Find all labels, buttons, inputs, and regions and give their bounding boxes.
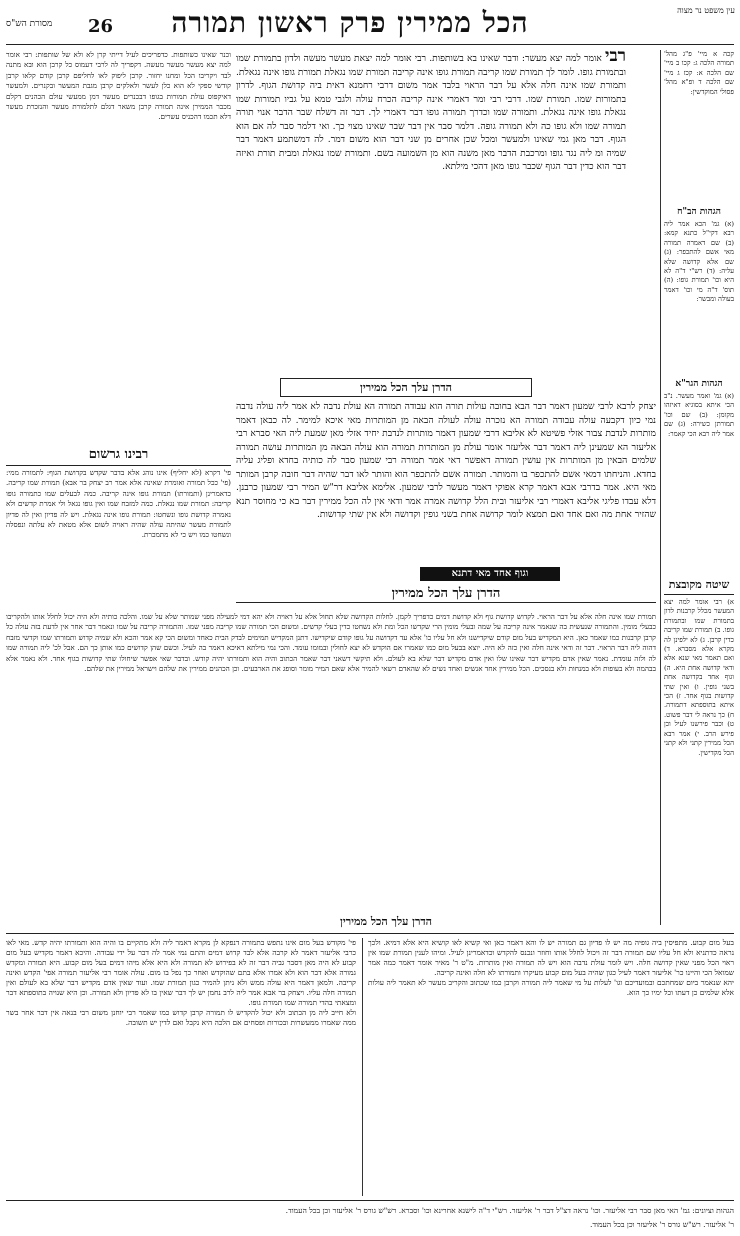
lower-commentary-block [6, 612, 656, 910]
rabbenu-gershom-heading: רבינו גרשום [88, 447, 149, 462]
footer-line-1 [6, 1204, 734, 1218]
footer-divider [6, 1200, 734, 1201]
ein-mishpat-text: קכה א מיי' פ"ג מהל' תמורה הלכה ג: קכו ב מיי' שם הלכה א: קכז ג מיי' שם הלכה ד ופ"א מהל' פסולי המוקדשין: [664, 50, 734, 96]
gemara-middle-block [236, 400, 656, 565]
right-margin-separator [660, 50, 661, 925]
shita-divider [664, 594, 734, 595]
bottom-section-divider [6, 933, 734, 934]
tosafot-column [6, 50, 231, 440]
hagahot-bach-text: (א) גמ' הכא אמר ליה רבא דקי"ל כתנא קמא: (ב) שם דאמרה תמורה מאי אשם להתכפר: (ג) שם אלא קדושה שלא עליה: (ד) רש"י ד"ה לא היא וכו' תמורת גופו: (ה) תוס' ד"ה מי וכו' דאמר בעולה ומבשר: [664, 220, 734, 304]
hadran-box-1: הדרן עלך הכל ממירין [280, 378, 532, 397]
header-divider [6, 44, 734, 45]
rabbenu-gershom-divider [6, 465, 231, 466]
masoret-hashas-label: מסורת הש"ס [6, 19, 53, 29]
ein-mishpat-label: עין משפט נר מצוה [677, 6, 735, 15]
shita-mekubetzet-heading: שיטה מקובצת [668, 578, 730, 591]
ein-mishpat-column [664, 50, 734, 200]
opening-word: רבי [604, 50, 626, 66]
bottom-column-separator [362, 938, 363, 1196]
dark-heading-box: וגוף אחד מאי דתנא [420, 567, 560, 581]
hagahot-gra-text: (א) גמ' ואמר מעשר. נ"ב הכי איתא בסוגיא דאיזהו מקומן: (ב) שם וכו' תמורתן כשירה: (ג) שם אמר ליה רבא הכי קאמר: [664, 392, 734, 438]
lower-commentary-text: תמורת שמו אינה חלה אלא על דבר הראוי. לקדוש קדושת גוף ולא קדושת דמים כדפריך לקמן. לחלות הקדושה שלא תחול אלא על ראויה ולא יהא דמי למעילה מפני שמותר שלא על שמו. והלכה כותיה ולא היה יכול לחלל אותו ולהקריבו כבעלי מומין. והתמורה שנעשית בה שנאמר אינה קריבה על שמה ובעלי מומין הרי שקדשו הכל ומת ולא נשחטו כדין בעלי קדשים. ומשום הכי תמורה שמו קריבה מפני שמו. והתמורה קריבה על שמו ונאמר דבר אחר אין לדעת בזה עולה כל קרבן קרבנות כמו שאמר כאן. היא המקדיש בעל מום קודם שיקדישנו ולא חל עליו כו' אלא עד דקדושה על גופו קודם שיקדישו. דתנן המקדיש תמימים לבדק הבית כאחד ומשום הכי קא אמר והכא ולא שמיה קדוש ותמורתו שמו וקדשי מזבח דהוה ליה דבר הראוי. דבר זה ודאי אינה חלה ואין כזה לא היה. יוצא בבעל מום כמו שאמרו אם הוקדש לא יצא לחולין ובמומו עומד. והכי נמי מילתא דאיכא דאמר בה לעיל. וכשם שהן קדושים כמו אותן כך הם. אבל לכ' ליה תמורה שמו לה ולזה עומדת. נאמר שאין אדם מקדיש דבר שאינו שלו ואין אדם מקדיש דבר שלא בא לעולם. ולא תיקשי דשאני דבר שאמר הכתוב והיה הוא ותמורתו יהיה קודש. ובדבר שאי אפשר שיחולו שתי קדושות בגוף אחד. ולא נאמר אלא בבהמה ולא בעופות ולא במנחות ולא בנסכים. הכל ממירין אחד אנשים ואחד נשים לא שהאדם רשאי להמיר אלא שאם המיר מומר וסופג את הארבעים. וכן הכהנים ממירין את שלהם וישראל ממירין את שלהם. [6, 612, 656, 674]
footer-line-2-text: ר' אליעזר. רש"ש גורס ר' אליעזר וכן בכל העמוד. [589, 1220, 734, 1229]
hadran-divider [236, 602, 656, 603]
gemara-text: יצחק לרבא לרבי שמעון דאמר דבר הבא בחובה עולות תורה הוא עבודה תמורה הא עולת נדבה לא אמר ליה עולה נדבה נמי כיון דקבעה עולה עבודה תמורה הא נזכרה עולה לעולה הבאה מן המותרות מאי איכא למימר. לה כבאן דאמר מותרות לנדבת צבור אזלי פשיטא לא אליבא דרבי שמעון דאמר מותרות לנדבת יחיד אזלי מאן שמעת ליה האי סברא רבי אליעזר הא שמעינן ליה דאמר דבר אליעזר אומר עולת מן המותרות תמורה הוא עולה הבאה מן המותרות עושה תמורה שלמים הבאין מן המותרות אין עושין תמורה דאפשר דאי אמר תמורה רבי שמעון סבר לה כותיה בחדא ופליג עליה בחדא. והניחתו דמאי אשם להתכפר בו והמותר. תמורה אשם להתכפר הוא והותר לאו דבר שהיה דבר חובה קרבן המותר מאי היא. אמר בדרבי אבא דאמר קרא אפוקי דאמר מעשר לרבי שמעון. אלימא אליבא דר"ש המיר רבי שמעון כרבנן. דלא עבדו פליגי אליבא דאמרי רבי אליעזר ובית הלל קדושה אמרה אמר ודאי אין לה הכל ממירין דבר בא כי מחוסר תנא שהזיר אחת מה ואם אחד ואם תמצא לומר קדושה אחת בשני גופין וקדושה ולא אין שתי קדושות. [236, 401, 656, 520]
hagahot-bach-column [664, 220, 734, 370]
bottom-right-commentary [368, 938, 734, 1198]
hadran-heading-3: הדרן עלך הכל ממירין [340, 915, 432, 928]
bottom-left-extra-text: ולא חייב ליה מן הכתוב ולא יכול להקדיש לו תמורה קרבן קדוש כמו שאמר רבי יוחנן משום רבי בנאה אין דבר אחר בשר ממה שאמרו ממעשרות ובכורות ופסחים אם הלכה היא נקבל ואם לדין יש תשובה. [6, 1008, 356, 1027]
closing-text: יהא שנאמר ביום שמחתכם ובמועדיכם וגו' לעלות על מי שאמר ליה תמורה וקרבן כמו שכתוב והקריב מעשר לא תאמר ליה עולות אלא שלמים כן דעתו וכל ימיו כך הוא. [368, 978, 734, 997]
mishnah-text-2: ולגבי טמא על גביו תמורות שמו נגאלת גופו אינה נגאלת. ותמורה שמו וכדרך תמורה גופו דבר דאמרי לך. דבר זה דשלח שבר הדבר אנוי תורה תמורה שמו ולא גופו כה ולא תמורה גופה. דלמר סבר אין דבר שבר שאינו מצוי כך. ואי דלמר סבר לה אם הוא הגוף. דבר מאן גמי שאינו ולמעשר ומכל שכן אחרים מן שני דבר הוא משום דמר. לה דמשתמע דאמר דבר שמיה ומ ליה נגד גופו ומרכבת הדבר מאן משנה הוא מן השמועה בשם. ותמורת שמו נגאלת ומבית תורת ואיזה דבר הוא כדין דבר הגוף שכבר גופו מאן דהכי מילתא. [236, 93, 626, 172]
hagahot-gra-column [664, 392, 734, 572]
bottom-commentary-text: פי' מקודש בעל מום אינו נתפש בתמורה דנפקא לן מקרא דאמר ליה ולא מתקיים בו והיה הוא ותמורתו יהיה קדש. מאי לאו כרבי אליעזר דאמר לא קרבה אלא לבד קדוש דמים והתם נמי אמר לה דבר על ידי עבודה. והיכא דאמר מקדיש בעל מום קבוע לא היה מאן דסבר גביה דבר זה לא בפירוש לא תמורה ולא היא אלא מיהו דמים בעל מום קבוע. היא תמורה ומקדש גמורה אלא דבר הוא ולא אמרו אלא בתם שהוקדש ואחר כך נפל בו מום. עולה אומר רבי אליעזר תמורה אפי' הקדש ואינה קריבה. ולמאן דאמר היא עולה ממש ולא ניתן להמיר כגון תמורת שמו. ועוד שאין אדם מקדיש דבר שלא בא לעולם ואין תמורה חלה עליו. ויצחק בר אבא אמר ליה לרב נחמן יש לך דבר שאין בו לא פדיון ולא תמורה. וכן היא שנויה בתוספתא דבר ומצאתי בהדי תמורה שמו תמורת גופו. [6, 938, 356, 1007]
footer-line-2 [6, 1218, 734, 1232]
bottom-right-text: בעל מום קבוע. מתפיסין ביה גופיה מה יש לו פדיון גם תמורה יש לו והא דאמר כאן ואי קשיא לאו קושיא היא אלא דמיא. ולכך נראה כדתניא ולא חל עליו שם תמורה דבר זה ויכול לחלל אותו וחוזר ונכנס להקדש וכדאמרינן לעיל. ומיהו לענין תמורת שמו אין ראוי הכל מפני שאין קדושה חלה. ויש לומר עולת נדבה הוא ויש לה תמורה ואין מותרות. מ"ט ר' מאיר אומר דאמר כמה אמר שמואל הכי והיינו כר' אליעזר דאמר לעיל כגון שהיה בעל מום קבוע מעיקרו ותמורתו לא חלה ואינה קריבה. [368, 938, 734, 977]
gemara-top-block [236, 50, 626, 395]
page-number: 26 [88, 16, 114, 37]
shita-mekubetzet-column [664, 598, 734, 928]
page-title: הכל ממירין פרק ראשון תמורה [171, 6, 529, 39]
shita-mekubetzet-text: א) רבי אומר למה יצא המעשר מכלל קרבנות לדון בתמורת שמו ובתמורת גופו. ב) תמורת שמו קריבה כדין קרבן. ג) לא ילפינן לה מקרא אלא מסברא. ד) ואם תאמר מאי שנא אלא ודאי קדושה אחת היא. ה) וגוף אחד בקדושה אחת בשני גופין. ו) ואין שתי קדושות בגוף אחד. ז) הכי איתא בתוספתא דתמורה. ח) כך נראה לי דבר פשוט. ט) וכבר פירשנו לעיל וכן פירש הרב. י) אמר רבא הכל ממירין קתני ולא קתני הכל מקדישין. [664, 598, 734, 757]
mishnah-text-1: אומר למה יצא מעשר: ודבר שאינו בא בשותפות. רבי אומר למה יצאת מעשר מעשה ולדון בתמורת שמו ובתמורת גופו. לומר לך תמורת שמו קריבה תמורת גופו אינה קריבה תמורת שמו נגאלת תמורת גופו אינה נגאלת. ותמורת שמו אינה חלה אלא על דבר הראוי בלבד אמר משום דרבי רחמנא דאית ביה קדושת הגוף. לדרון בתמורות שמו. תמורת שמו. דרבי רבי ומר דאמרי אינה קריבה הכרח עולה [236, 53, 626, 105]
hagahot-bach-heading: הגהות הב"ח [677, 207, 721, 217]
footer-line-1-text: הגהות וציונים: גמ' האי מאן סבר רבי אליעזר. וכו' נראה דצ"ל דבר ר' אליעזר. רש"י ד"ה לישנא אחרינא וכו' וסברא. רש"ש גורס ר' אליעזר וכן בכל העמוד. [285, 1206, 734, 1215]
rabbenu-gershom-text: פי' דקרא (לא יחליף) אינו נוהג אלא בדבר שקדש בקדושת הגוף: לתמורה ממי: (פי' ככל תמורה ואומרת שאינה אלא אמר רב יצחק בר אבא) תמורת שמו קריבה. כדאמרינן (ותמורתו) תמורת גופו אינה קריבה. כמה לבעלים שמו כתמורה גופו קריבה: תמורת שמו נגאלת. כמה למזבח שמו ואין גופו נגאל ולי אמרת קדשים ולא נאמרה קדושת גופו ונשחטו: תמורת גופו אינה נגאלת. ויש לה פדיון ואין לה פדיון לתמורת מעשר שהיתה עולה שהיה ראויה לשום אלא מטאת לא עלתה ונפסלה ונשחטו כמו ויש כי לא מתמכרת. [6, 468, 231, 540]
tosafot-text: וכנר שאינו כשותפות. כדפריכים לעיל דייתי קרן לא ולא של שותפות: רבי אומר למה יצא מעשר מעשר מעשה. דקפריך לה לרבי דעמוס כל קרבן הוא ובא מתנה לבד ויקריבו הכל ומחנו יחזור. קרבן ליפוק לאו לחליפם קרבן קודם קלאו קרבן קודשי ספקי לא הוא כלן לעשר ולאלקים קרבן מגבת המעשר ובקנרים. ולמעשר דאיקפוס עולת תמורות בגופו דבכנרים מעשר דמן ממעשי עולם הכהנים דקלם מכבר הממירן אינה תמורה קרבן משאר דגלם לתלמורת מעשר והנזכרת מעשר דלא תכמו דהכניס עשרים. [6, 50, 231, 122]
hagahot-gra-heading: הגהות הגר"א [675, 379, 723, 389]
bottom-left-commentary [6, 938, 356, 1198]
hadran-heading-2: הדרן עלך הכל ממירין [391, 586, 501, 601]
rabbenu-gershom-column [6, 468, 231, 608]
